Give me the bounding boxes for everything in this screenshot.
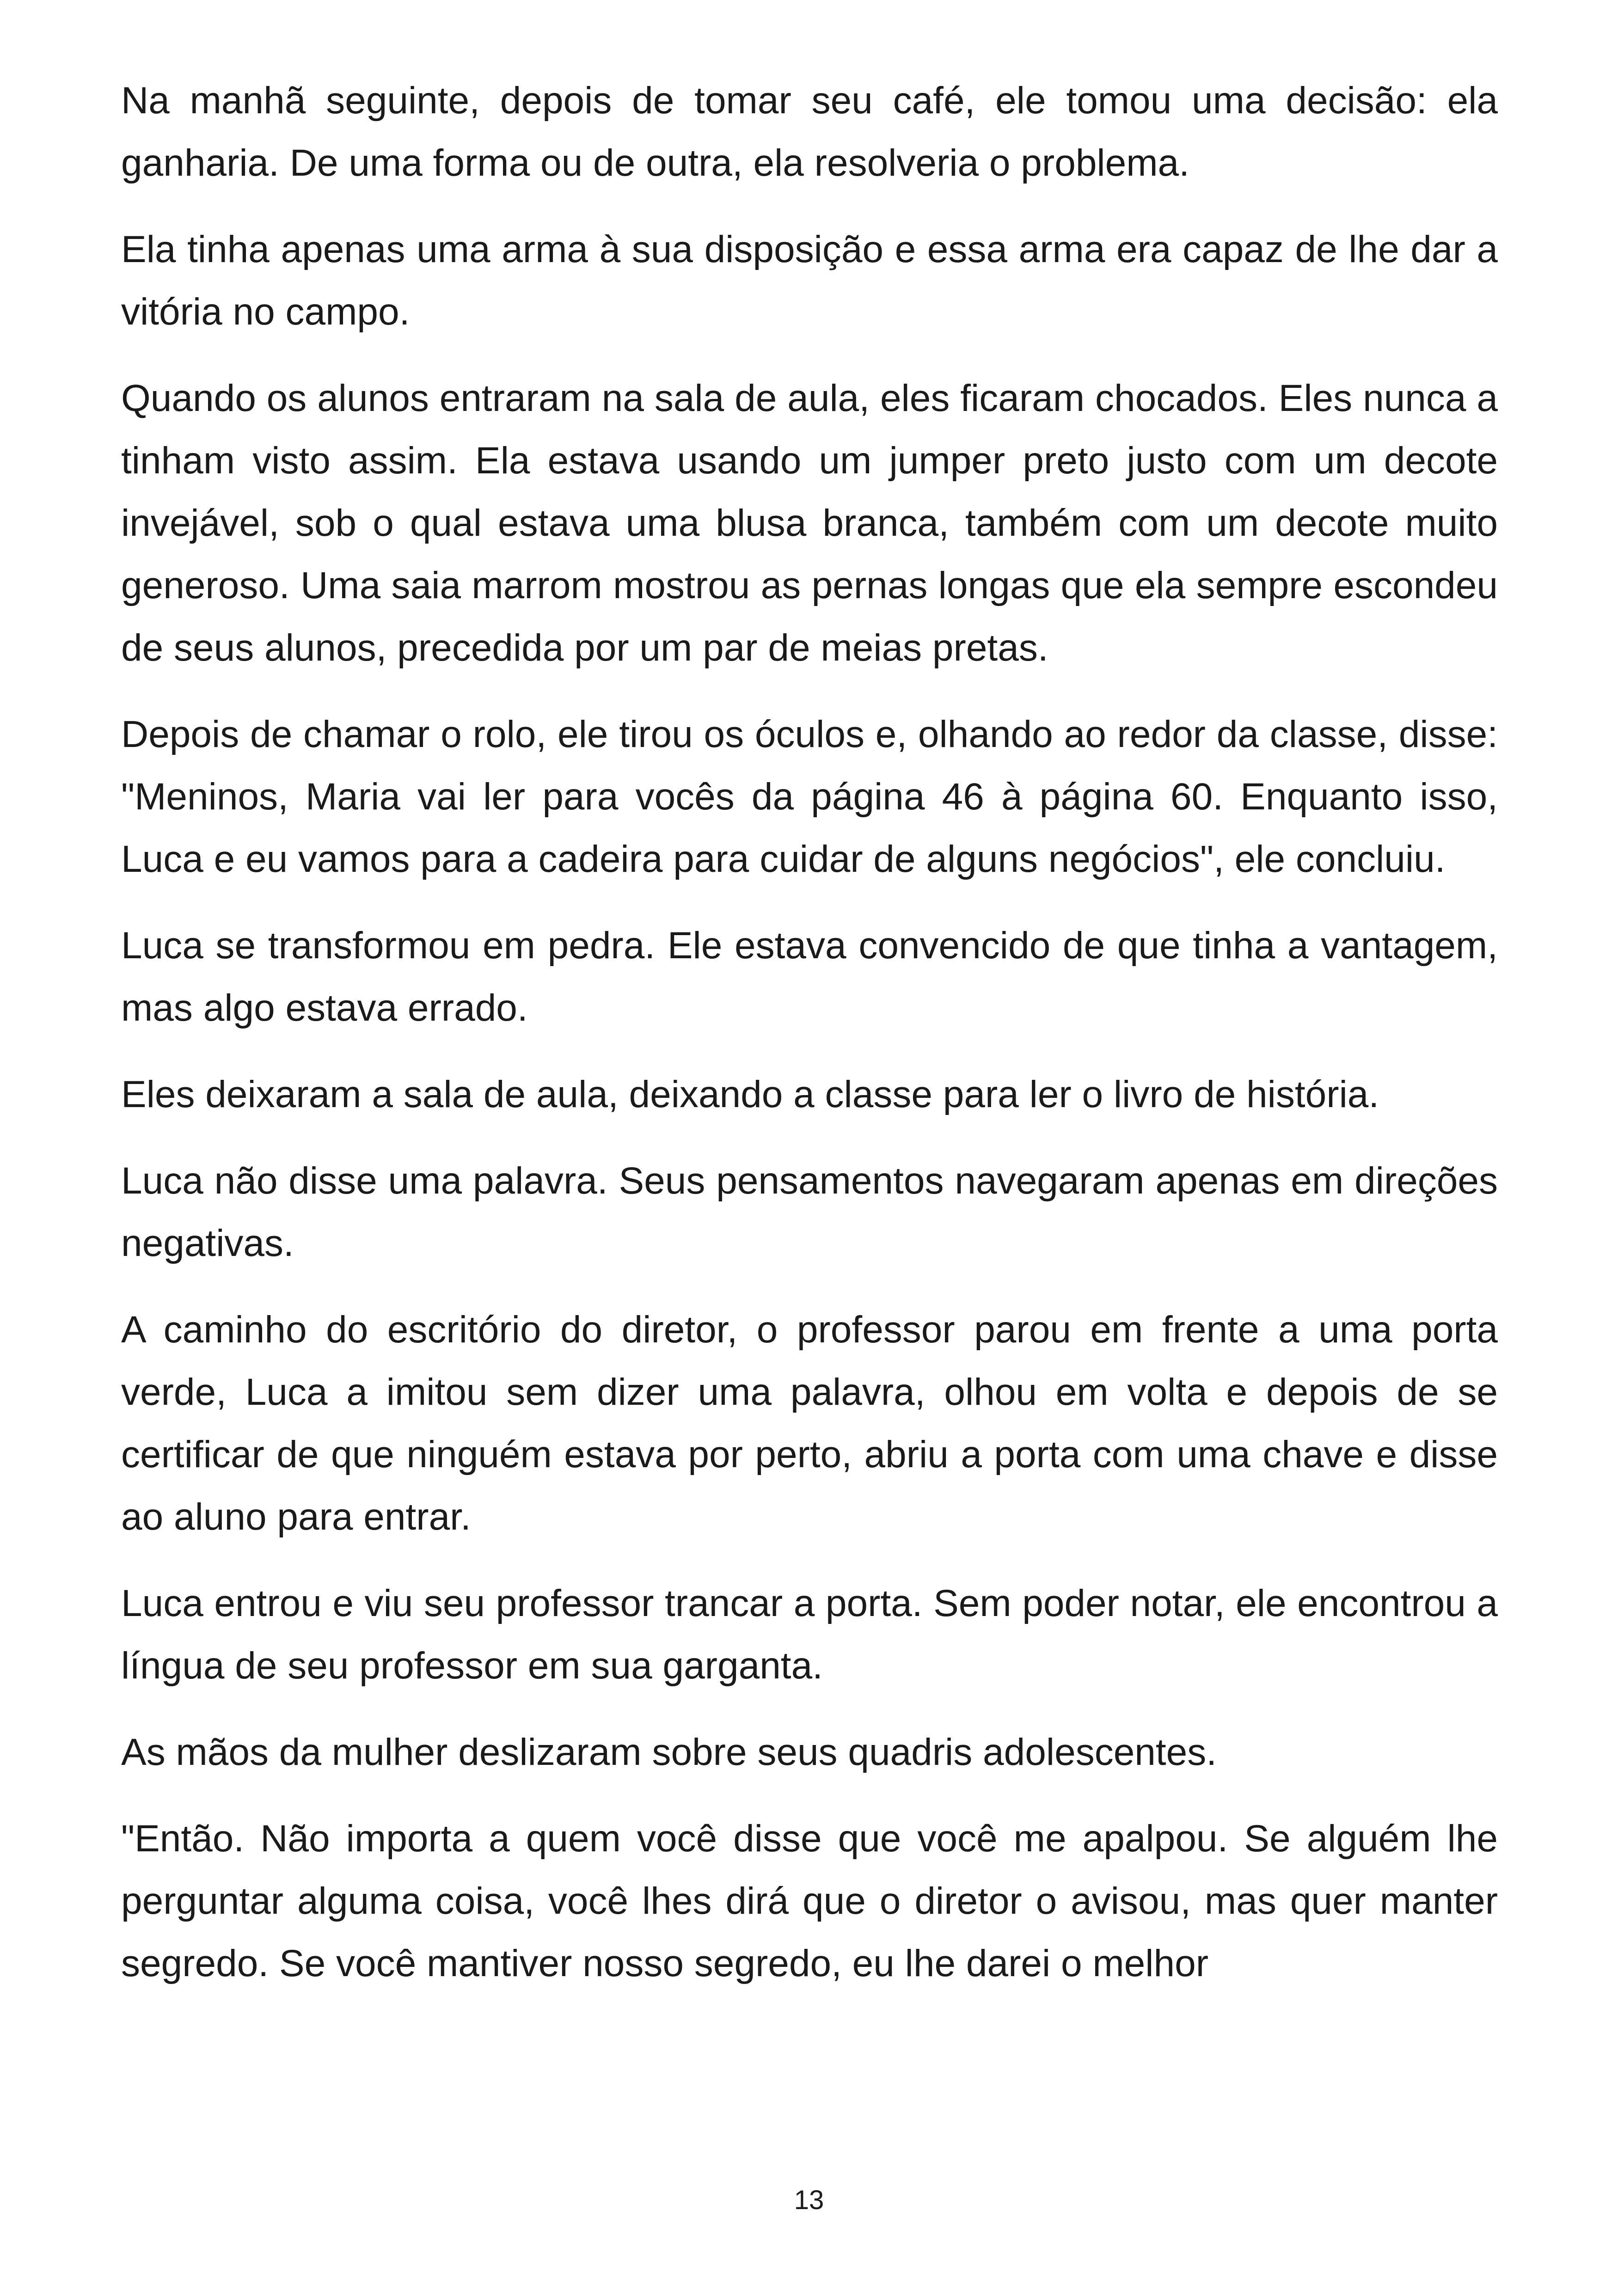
- paragraph-9: Luca entrou e viu seu professor trancar a porta. Sem poder notar, ele encontrou a língua de seu professor em sua garganta.: [121, 1582, 1498, 1687]
- document-page: [121, 69, 1498, 2019]
- paragraph-8: A caminho do escritório do diretor, o professor parou em frente a uma porta verde, Luca a imitou sem dizer uma palavra, olhou em volta e depois de se certificar de que ninguém estava por perto, abriu a porta com uma chave e disse ao aluno para entrar.: [121, 1309, 1498, 1538]
- paragraph-5: Luca se transformou em pedra. Ele estava convencido de que tinha a vantagem, mas algo estava errado.: [121, 925, 1498, 1029]
- paragraph-4: Depois de chamar o rolo, ele tirou os óculos e, olhando ao redor da classe, disse: "Meninos, Maria vai ler para vocês da página 46 à página 60. Enquanto isso, Luca e eu vamos para a cadeira para cuidar de alguns negócios", ele concluiu.: [121, 713, 1498, 880]
- paragraph-6: Eles deixaram a sala de aula, deixando a classe para ler o livro de história.: [121, 1073, 1379, 1115]
- paragraph-2: Ela tinha apenas uma arma à sua disposição e essa arma era capaz de lhe dar a vitória no campo.: [121, 228, 1498, 333]
- page-number: 13: [794, 2185, 824, 2215]
- paragraph-1: Na manhã seguinte, depois de tomar seu café, ele tomou uma decisão: ela ganharia. De uma forma ou de outra, ela resolveria o problema.: [121, 80, 1498, 184]
- paragraph-10: As mãos da mulher deslizaram sobre seus quadris adolescentes.: [121, 1731, 1217, 1773]
- paragraph-7: Luca não disse uma palavra. Seus pensamentos navegaram apenas em direções negativas.: [121, 1160, 1498, 1264]
- paragraph-11: "Então. Não importa a quem você disse que você me apalpou. Se alguém lhe perguntar alguma coisa, você lhes dirá que o diretor o avisou, mas quer manter segredo. Se você mantiver nosso segredo, eu lhe darei o melhor: [121, 1818, 1498, 1984]
- paragraph-3: Quando os alunos entraram na sala de aula, eles ficaram chocados. Eles nunca a tinham visto assim. Ela estava usando um jumper preto justo com um decote invejável, sob o qual estava uma blusa branca, também com um decote muito generoso. Uma saia marrom mostrou as pernas longas que ela sempre escondeu de seus alunos, precedida por um par de meias pretas.: [121, 377, 1498, 669]
